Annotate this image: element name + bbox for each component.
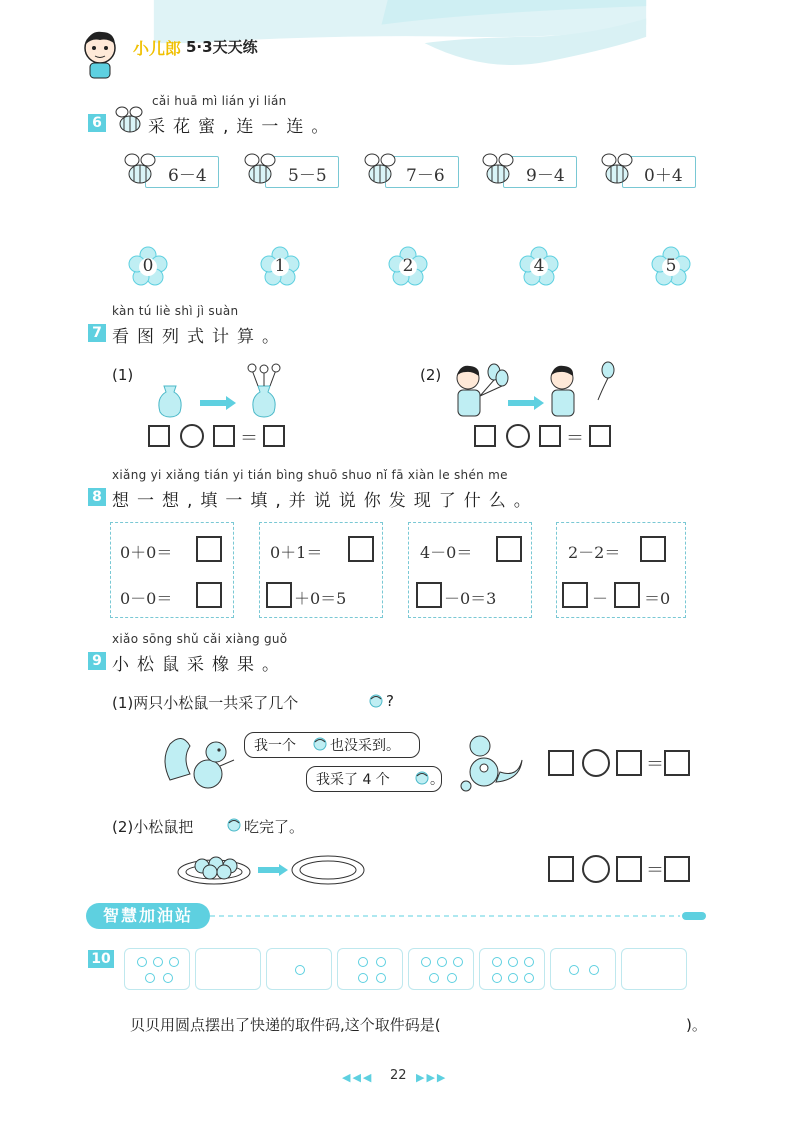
answer-box[interactable] — [548, 856, 574, 882]
equation-text: 0＋0＝ — [120, 543, 173, 562]
q10-text: 贝贝用圆点摆出了快递的取件码,这个取件码是( — [130, 1016, 441, 1034]
vase-icon — [155, 382, 185, 418]
q6-number: 6 — [88, 114, 106, 132]
bee-icon — [478, 150, 518, 190]
bubble1-text-b: 也没采到。 — [330, 738, 400, 754]
equation-text: －0＝3 — [444, 589, 497, 608]
equation-text: 4－0＝ — [420, 543, 473, 562]
boy-with-balloon-icon — [546, 360, 616, 420]
equation-text: － — [592, 589, 609, 608]
bubble1-text-a: 我一个 — [254, 738, 296, 754]
answer-box[interactable] — [664, 856, 690, 882]
answer-box[interactable] — [266, 582, 292, 608]
dot-mark — [358, 957, 368, 967]
dot-mark — [169, 957, 179, 967]
dot-mark — [163, 973, 173, 983]
flower-number-4: 4 — [533, 256, 545, 276]
bee-expression-1: 6－4 — [168, 166, 207, 186]
acorn-icon — [414, 770, 430, 786]
equation-text: ＋0＝5 — [294, 589, 347, 608]
q10-text-end: )。 — [686, 1016, 707, 1034]
dot-card — [550, 948, 616, 990]
dot-card — [479, 948, 545, 990]
q7-instruction: 看图列式计算。 — [112, 327, 287, 347]
squirrel-with-acorns-icon — [456, 730, 526, 796]
dot-card — [337, 948, 403, 990]
acorn-icon — [226, 817, 242, 833]
empty-plate-icon — [290, 852, 366, 888]
bee-icon — [597, 150, 637, 190]
equation-text: 0＋1＝ — [270, 543, 323, 562]
dot-mark — [145, 973, 155, 983]
equation-text: 2－2＝ — [568, 543, 621, 562]
dot-card — [408, 948, 474, 990]
bubble2-text-a: 我采了 4 个 — [316, 772, 390, 788]
dot-card — [621, 948, 687, 990]
acorn-icon — [368, 693, 384, 709]
series-name: 5·3天天练 — [186, 38, 258, 56]
answer-box[interactable] — [148, 425, 170, 447]
answer-box[interactable] — [616, 856, 642, 882]
flower-number-2: 1 — [274, 256, 286, 276]
bee-expression-2: 5－5 — [288, 166, 327, 186]
equals-sign: ＝ — [566, 428, 584, 449]
header-background — [0, 0, 800, 80]
operator-circle[interactable] — [582, 749, 610, 777]
dot-mark — [376, 973, 386, 983]
q9-sub2-text: (2)小松鼠把 — [112, 818, 194, 836]
dot-card — [266, 948, 332, 990]
flower-number-3: 2 — [402, 256, 414, 276]
dot-mark — [524, 957, 534, 967]
answer-box[interactable] — [263, 425, 285, 447]
dot-mark — [447, 973, 457, 983]
dot-mark — [358, 973, 368, 983]
dot-mark — [437, 957, 447, 967]
bee-icon — [240, 150, 280, 190]
divider-line — [210, 909, 710, 923]
dot-mark — [569, 965, 579, 975]
dot-mark — [453, 957, 463, 967]
answer-box[interactable] — [640, 536, 666, 562]
arrow-icon — [508, 396, 544, 410]
flower-number-1: 0 — [142, 256, 154, 276]
q8-number: 8 — [88, 488, 106, 506]
answer-box[interactable] — [548, 750, 574, 776]
q10-number: 10 — [88, 950, 114, 968]
bee-expression-4: 9－4 — [526, 166, 565, 186]
dot-mark — [137, 957, 147, 967]
answer-box[interactable] — [562, 582, 588, 608]
dot-mark — [421, 957, 431, 967]
bubble2-text-b: 。 — [430, 772, 444, 788]
plate-with-acorns-icon — [176, 850, 252, 886]
answer-box[interactable] — [589, 425, 611, 447]
q7-part1-label: (1) — [112, 366, 134, 384]
q7-number: 7 — [88, 324, 106, 342]
operator-circle[interactable] — [582, 855, 610, 883]
dot-mark — [589, 965, 599, 975]
answer-box[interactable] — [614, 582, 640, 608]
q6-instruction: 采花蜜,连一连。 — [148, 117, 337, 137]
dot-mark — [508, 973, 518, 983]
answer-box[interactable] — [539, 425, 561, 447]
dot-mark — [492, 973, 502, 983]
arrow-icon — [258, 864, 288, 876]
dot-card — [124, 948, 190, 990]
dot-mark — [492, 957, 502, 967]
flower-number-5: 5 — [665, 256, 677, 276]
answer-box[interactable] — [664, 750, 690, 776]
dot-mark — [153, 957, 163, 967]
operator-circle[interactable] — [506, 424, 530, 448]
dot-mark — [295, 965, 305, 975]
bee-icon — [120, 150, 160, 190]
answer-box[interactable] — [416, 582, 442, 608]
answer-box[interactable] — [196, 582, 222, 608]
answer-box[interactable] — [213, 425, 235, 447]
answer-box[interactable] — [196, 536, 222, 562]
equation-text: ＝0 — [644, 589, 671, 608]
q8-instruction: 想一想,填一填,并说说你发现了什么。 — [112, 491, 539, 511]
q9-sub2-end: 吃完了。 — [244, 818, 305, 836]
q9-sub1-text: (1)两只小松鼠一共采了几个 — [112, 694, 299, 712]
q7-part2-label: (2) — [420, 366, 442, 384]
footer-right-arrows: ▶▶▶ — [416, 1071, 448, 1084]
q9-number: 9 — [88, 652, 106, 670]
page-number: 22 — [390, 1068, 407, 1083]
bee-icon — [360, 150, 400, 190]
q9-sub1-end: ? — [386, 692, 394, 710]
answer-box[interactable] — [496, 536, 522, 562]
q8-pinyin: xiǎng yi xiǎng tián yi tián bìng shuō shuo nǐ fā xiàn le shén me — [112, 468, 508, 482]
q9-instruction: 小松鼠采橡果。 — [112, 655, 287, 675]
answer-box[interactable] — [348, 536, 374, 562]
bee-expression-3: 7－6 — [406, 166, 445, 186]
boy-avatar-icon — [80, 28, 120, 80]
operator-circle[interactable] — [180, 424, 204, 448]
dot-mark — [508, 957, 518, 967]
q6-pinyin: cǎi huā mì lián yi lián — [152, 94, 287, 108]
answer-box[interactable] — [616, 750, 642, 776]
dot-mark — [376, 957, 386, 967]
bee-icon — [112, 106, 148, 136]
equals-sign: ＝ — [240, 428, 258, 449]
bee-expression-5: 0＋4 — [644, 166, 683, 186]
q7-pinyin: kàn tú liè shì jì suàn — [112, 304, 239, 318]
acorn-icon — [312, 736, 328, 752]
equals-sign: ＝ — [646, 754, 664, 775]
dot-card — [195, 948, 261, 990]
footer-left-arrows: ◀◀◀ — [342, 1071, 374, 1084]
dot-mark — [524, 973, 534, 983]
vase-with-flowers-icon — [244, 360, 284, 418]
brand-name: 小儿郎 — [133, 39, 182, 58]
equals-sign: ＝ — [646, 860, 664, 881]
answer-box[interactable] — [474, 425, 496, 447]
arrow-icon — [200, 396, 236, 410]
boy-with-balloons-icon — [450, 360, 510, 420]
wisdom-station-title: 智慧加油站 — [86, 903, 210, 929]
squirrel-icon — [160, 730, 240, 794]
equation-text: 0－0＝ — [120, 589, 173, 608]
dot-mark — [429, 973, 439, 983]
q9-pinyin: xiǎo sōng shǔ cǎi xiàng guǒ — [112, 632, 288, 646]
